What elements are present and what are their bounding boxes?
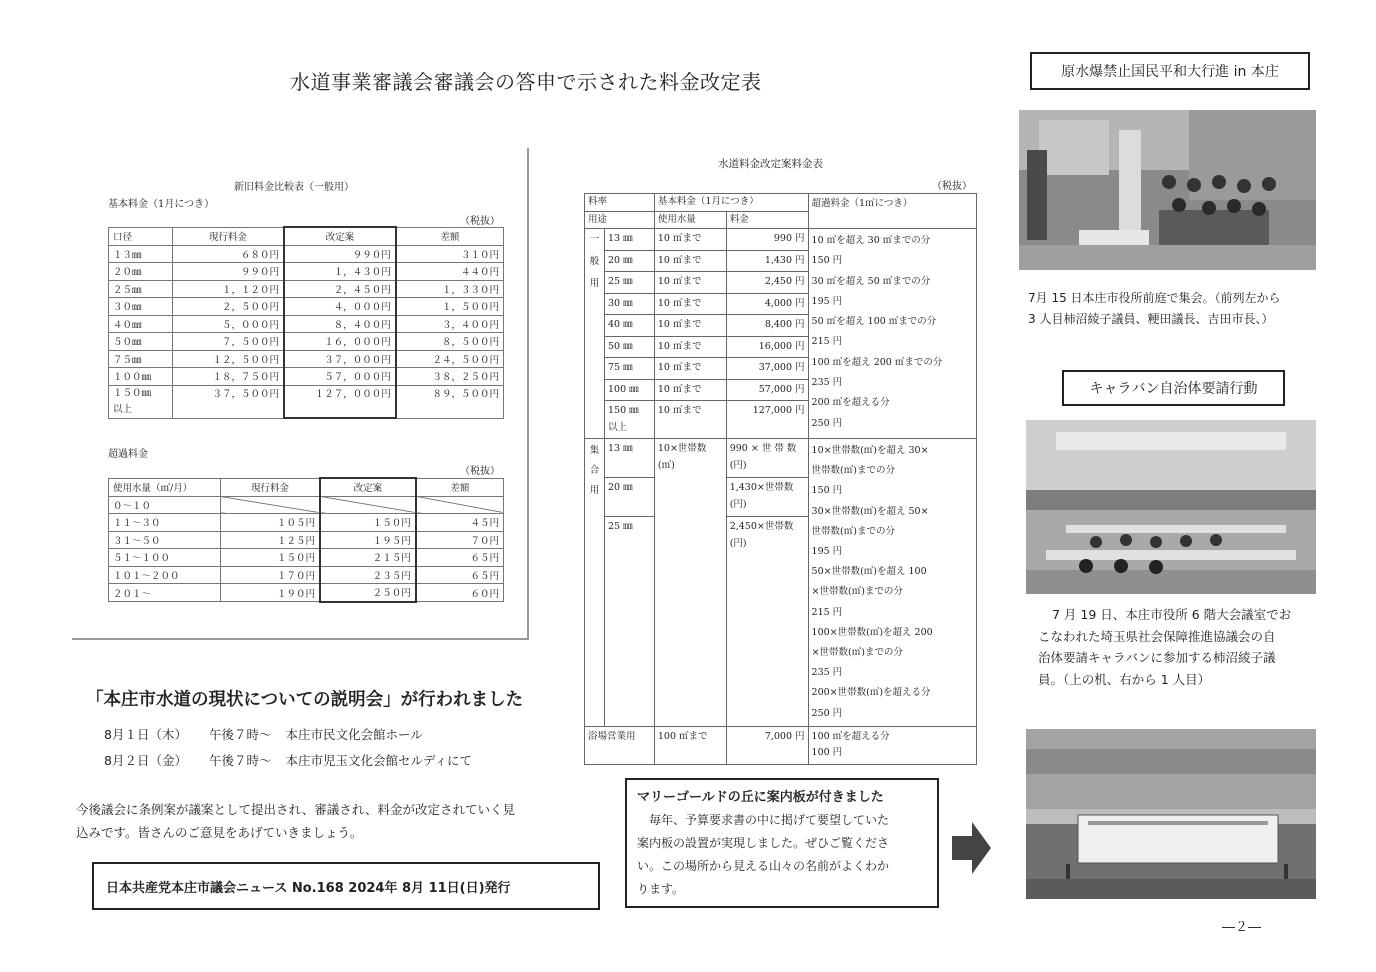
excess-fee-comparison-table: [108, 477, 504, 603]
size-cell: 20 ㎜: [604, 250, 654, 272]
bath-excess-cell: [808, 726, 976, 764]
basic-fee-label: 基本料金（1月につき）: [108, 199, 215, 210]
range-cell: １０１～２００: [109, 566, 221, 584]
peace-march-title-box: [1030, 52, 1310, 90]
caravan-title: キャラバン自治体要請行動: [1089, 381, 1258, 397]
fee-text: 2,450×世帯数: [729, 521, 794, 532]
general-excess-cell: [808, 229, 976, 439]
usage-bath-label: 浴場営業用: [585, 726, 655, 764]
fee-text: 990 × 世 帯 数: [729, 443, 797, 454]
fee-cell: 990 円: [726, 229, 808, 251]
excess-line: 100 ㎥を超え 200 ㎥までの分: [811, 356, 943, 368]
usage-char: 用: [589, 485, 600, 496]
excess-line: 100 ㎥を超える分: [811, 730, 890, 742]
usage-char: 一: [589, 234, 600, 245]
size-cell: 30 ㎜: [604, 293, 654, 315]
proposed-cell: ８，４００円: [284, 315, 396, 333]
fee-cell: 57,000 円: [726, 379, 808, 401]
excess-line: 世帯数(㎥)までの分: [811, 525, 895, 537]
caption-line: 治体要請キャラバンに参加する柿沼綾子議: [1038, 650, 1276, 665]
usage-char: 般: [589, 256, 600, 267]
guide-board-photo: [1026, 729, 1316, 899]
current-cell: ６８０円: [172, 245, 284, 263]
header-cell: 基本料金（1月につき）: [654, 194, 808, 212]
excess-line: 195 円: [811, 295, 843, 307]
table-row: [109, 298, 504, 316]
excess-line: 50×世帯数(㎥)を超え 100: [811, 566, 927, 578]
amount-cell: 10 ㎥まで: [654, 315, 726, 337]
excess-line: 30 ㎥を超え 50 ㎥までの分: [811, 275, 931, 287]
size-text-suffix: 以上: [113, 403, 133, 415]
current-cell: １８，７５０円: [172, 368, 284, 386]
current-cell: １２，５００円: [172, 350, 284, 368]
amount-cell: 10 ㎥まで: [654, 358, 726, 380]
excess-line: 10×世帯数(㎥)を超え 30×: [811, 445, 929, 456]
diff-cell: ６５円: [416, 566, 504, 584]
size-cell: 13 ㎜: [604, 439, 654, 478]
marigold-body: [637, 809, 927, 901]
body-line: 毎年、予算要求書の中に掲げて要望していた: [649, 813, 890, 827]
collective-amount-cell: [654, 439, 726, 727]
caption-line: 3 人目柿沼綾子議員、粳田議長、吉田市長、）: [1028, 312, 1274, 326]
header-cell: 用途: [585, 211, 655, 229]
current-cell: １９０円: [220, 584, 320, 602]
usage-char: 合: [589, 465, 600, 476]
size-cell: ５０㎜: [109, 333, 173, 351]
header-cell: 現行料金: [220, 478, 320, 496]
size-cell: [109, 385, 173, 418]
size-cell: 40 ㎜: [604, 315, 654, 337]
excess-line: 235 円: [811, 667, 843, 679]
excess-tax-note: （税抜）: [460, 466, 500, 477]
body-line: 込みです。皆さんのご意見をあげていきましょう。: [76, 825, 363, 840]
excess-line: 10 ㎥を超え 30 ㎥までの分: [811, 235, 931, 246]
peace-march-caption: [1028, 288, 1281, 330]
caption-line: 7月 15 日本庄市役所前庭で集会。（前列左から: [1028, 291, 1281, 305]
tax-note: （税抜）: [460, 216, 500, 227]
caravan-caption: [1038, 604, 1291, 690]
excess-line: 200×世帯数(㎥)を超える分: [811, 687, 931, 699]
size-text: 150 ㎜: [607, 405, 639, 416]
proposed-cell: ２５０円: [320, 584, 416, 602]
fee-cell: 2,450 円: [726, 272, 808, 294]
range-cell: ２０１～: [109, 584, 221, 602]
current-cell: ９９０円: [172, 263, 284, 281]
amount-cell: 100 ㎥まで: [654, 726, 726, 764]
session-place: 本庄市児玉文化会館セルディにて: [285, 753, 472, 768]
empty-cell: [220, 496, 320, 514]
table-row: [109, 263, 504, 281]
proposed-cell: １２７，０００円: [284, 385, 396, 418]
fee-cell: 16,000 円: [726, 336, 808, 358]
range-cell: ５１～１００: [109, 549, 221, 567]
page-number: ―２―: [1222, 920, 1262, 935]
rate-table-tax-note: （税抜）: [932, 181, 972, 192]
excess-line: 世帯数(㎥)までの分: [811, 465, 895, 477]
diff-cell: ３８，２５０円: [396, 368, 504, 386]
table-row: [109, 531, 504, 549]
arrow-right-icon: [952, 820, 992, 876]
table-row: [109, 549, 504, 567]
size-cell: １３㎜: [109, 245, 173, 263]
excess-line: 215 円: [811, 336, 843, 348]
size-cell: 13 ㎜: [604, 229, 654, 251]
diff-cell: ６５円: [416, 549, 504, 567]
usage-char: 用: [589, 278, 600, 289]
newsletter-masthead: [92, 862, 600, 910]
table-row: [109, 385, 504, 418]
size-cell: １００㎜: [109, 368, 173, 386]
header-cell: 口径: [109, 227, 173, 245]
proposed-cell: ５７，０００円: [284, 368, 396, 386]
header-cell: 差額: [416, 478, 504, 496]
current-cell: １０５円: [220, 514, 320, 532]
header-cell: 差額: [396, 227, 504, 245]
fee-cell: 7,000 円: [726, 726, 808, 764]
fee-cell: 4,000 円: [726, 293, 808, 315]
marigold-title: マリーゴールドの丘に案内板が付きました: [637, 790, 884, 805]
current-cell: ３７，５００円: [172, 385, 284, 418]
diff-cell: ２４，５００円: [396, 350, 504, 368]
table-row: [109, 368, 504, 386]
excess-fee-label: 超過料金: [108, 449, 148, 460]
proposed-cell: ４，０００円: [284, 298, 396, 316]
header-cell: 現行料金: [172, 227, 284, 245]
body-line: い。この場所から見える山々の名前がよくわか: [637, 859, 890, 873]
fee-cell: [726, 439, 808, 478]
fee-unit: (円): [729, 498, 747, 510]
proposed-cell: ９９０円: [284, 245, 396, 263]
rate-revision-table: [584, 193, 977, 765]
amount-cell: 10 ㎥まで: [654, 293, 726, 315]
body-line: 今後議会に条例案が議案として提出され、審議され、料金が改定されていく見: [76, 802, 516, 817]
size-cell: 100 ㎜: [604, 379, 654, 401]
header-cell: 使用水量（㎥/月）: [109, 478, 221, 496]
excess-line: 100×世帯数(㎥)を超え 200: [811, 626, 933, 638]
table-row: [109, 315, 504, 333]
size-cell: 25 ㎜: [604, 517, 654, 727]
fee-cell: 8,400 円: [726, 315, 808, 337]
amount-cell: 10 ㎥まで: [654, 229, 726, 251]
usage-general-label: [585, 229, 605, 439]
briefing-heading: 「本庄市水道の現状についての説明会」が行われました: [86, 690, 524, 710]
amount-cell: 10 ㎥まで: [654, 401, 726, 439]
fee-text: 1,430×世帯数: [729, 482, 794, 493]
comparison-title: 新旧料金比較表（一般用）: [234, 182, 354, 193]
proposed-cell: １５０円: [320, 514, 416, 532]
size-cell: [604, 401, 654, 439]
caption-line: 員。（上の机、右から 1 人目）: [1038, 671, 1211, 687]
excess-line: ×世帯数(㎥)までの分: [811, 586, 903, 598]
amount-cell: 10 ㎥まで: [654, 379, 726, 401]
header-cell: 使用水量: [654, 211, 726, 229]
diff-cell: ３１０円: [396, 245, 504, 263]
session-date: 8月１日（木）: [104, 727, 187, 742]
diff-cell: １，５００円: [396, 298, 504, 316]
excess-line: 100 円: [811, 747, 843, 759]
session-date: 8月２日（金）: [104, 753, 187, 768]
diff-cell: １，３３０円: [396, 280, 504, 298]
session-time: 午後７時～: [208, 727, 272, 742]
basic-fee-comparison-table: [108, 226, 504, 419]
caption-line: 7 月 19 日、本庄市役所 6 階大会議室でお: [1052, 607, 1292, 622]
masthead-text: 日本共産党本庄市議会ニュース No.168 2024年 8月 11日(日)発行: [106, 880, 511, 896]
size-cell: ２０㎜: [109, 263, 173, 281]
empty-cell: [320, 496, 416, 514]
peace-march-photo: [1019, 110, 1316, 270]
amount-cell: 10 ㎥まで: [654, 272, 726, 294]
excess-line: 215 円: [811, 606, 843, 618]
excess-line: 30×世帯数(㎥)を超え 50×: [811, 505, 929, 517]
header-cell: 改定案: [320, 478, 416, 496]
range-cell: ０～１０: [109, 496, 221, 514]
current-cell: ２，５００円: [172, 298, 284, 316]
empty-cell: [416, 496, 504, 514]
header-cell: 超過料金（1㎥につき）: [808, 194, 976, 229]
size-cell: ２５㎜: [109, 280, 173, 298]
size-text: １５０㎜: [113, 387, 152, 399]
table-row: [109, 584, 504, 602]
proposed-cell: ２１５円: [320, 549, 416, 567]
range-cell: １１～３０: [109, 514, 221, 532]
table-row: [109, 350, 504, 368]
amount-cell: 10 ㎥まで: [654, 336, 726, 358]
size-cell: ４０㎜: [109, 315, 173, 333]
table-row: [109, 566, 504, 584]
body-line: ります。: [637, 882, 685, 896]
diff-cell: ４５円: [416, 514, 504, 532]
briefing-body: [76, 798, 515, 844]
current-cell: １，１２０円: [172, 280, 284, 298]
current-cell: １７０円: [220, 566, 320, 584]
rate-table-title: 水道料金改定案料金表: [718, 158, 823, 170]
excess-line: 250 円: [811, 417, 843, 429]
usage-char: 集: [589, 445, 600, 456]
fee-cell: [726, 517, 808, 727]
amount-text: 10×世帯数: [657, 443, 707, 454]
briefing-session: [104, 725, 423, 743]
amount-unit: (㎥): [657, 459, 675, 471]
excess-line: 200 ㎥を超える分: [811, 397, 890, 409]
amount-cell: 10 ㎥まで: [654, 250, 726, 272]
header-cell: 料率: [585, 194, 655, 212]
excess-line: 250 円: [811, 707, 843, 719]
diff-cell: ８，５００円: [396, 333, 504, 351]
session-time: 午後７時～: [208, 753, 272, 768]
size-cell: ７５㎜: [109, 350, 173, 368]
diff-cell: ８９，５００円: [396, 385, 504, 418]
range-cell: ３１～５０: [109, 531, 221, 549]
fee-cell: 37,000 円: [726, 358, 808, 380]
excess-line: 50 ㎥を超え 100 ㎥までの分: [811, 316, 937, 328]
caravan-photo: [1026, 420, 1316, 594]
diff-cell: ７０円: [416, 531, 504, 549]
proposed-cell: １９５円: [320, 531, 416, 549]
proposed-cell: １，４３０円: [284, 263, 396, 281]
caravan-title-box: [1062, 370, 1285, 406]
table-row: [585, 229, 977, 251]
size-cell: 75 ㎜: [604, 358, 654, 380]
usage-collective-label: [585, 439, 605, 727]
diff-cell: ４４０円: [396, 263, 504, 281]
excess-line: 150 円: [811, 485, 843, 497]
size-cell: ３０㎜: [109, 298, 173, 316]
proposed-cell: ３７，０００円: [284, 350, 396, 368]
proposed-cell: １６，０００円: [284, 333, 396, 351]
page-title: 水道事業審議会審議会の答申で示された料金改定表: [290, 70, 762, 94]
header-cell: 改定案: [284, 227, 396, 245]
table-row: [109, 514, 504, 532]
fee-unit: (円): [729, 459, 747, 471]
current-cell: １２５円: [220, 531, 320, 549]
fee-cell: 1,430 円: [726, 250, 808, 272]
diff-cell: ３，４００円: [396, 315, 504, 333]
size-cell: 25 ㎜: [604, 272, 654, 294]
table-row: [109, 496, 504, 514]
table-row: [109, 333, 504, 351]
diff-cell: ６０円: [416, 584, 504, 602]
fee-cell: 127,000 円: [726, 401, 808, 439]
proposed-cell: ２３５円: [320, 566, 416, 584]
proposed-cell: ２，４５０円: [284, 280, 396, 298]
current-cell: ５，０００円: [172, 315, 284, 333]
size-cell: 20 ㎜: [604, 478, 654, 517]
fee-cell: [726, 478, 808, 517]
header-cell: 料金: [726, 211, 808, 229]
excess-line: ×世帯数(㎥)までの分: [811, 647, 903, 659]
body-line: 案内板の設置が実現しました。ぜひご覧くださ: [637, 836, 890, 850]
briefing-session: [104, 751, 472, 769]
current-cell: ７，５００円: [172, 333, 284, 351]
fee-unit: (円): [729, 537, 747, 549]
excess-line: 235 円: [811, 377, 843, 389]
caption-line: こなわれた埼玉県社会保障推進協議会の自: [1038, 628, 1276, 644]
marigold-notice: [625, 778, 939, 908]
peace-march-title: 原水爆禁止国民平和大行進 in 本庄: [1061, 64, 1279, 80]
table-row: [585, 439, 977, 478]
size-text-suffix: 以上: [607, 421, 627, 433]
excess-line: 195 円: [811, 546, 843, 558]
table-row: [585, 726, 977, 764]
collective-excess-cell: [808, 439, 976, 727]
size-cell: 50 ㎜: [604, 336, 654, 358]
table-row: [109, 245, 504, 263]
current-cell: １５０円: [220, 549, 320, 567]
session-place: 本庄市民文化会館ホール: [285, 727, 423, 742]
table-row: [109, 280, 504, 298]
excess-line: 150 円: [811, 255, 843, 267]
